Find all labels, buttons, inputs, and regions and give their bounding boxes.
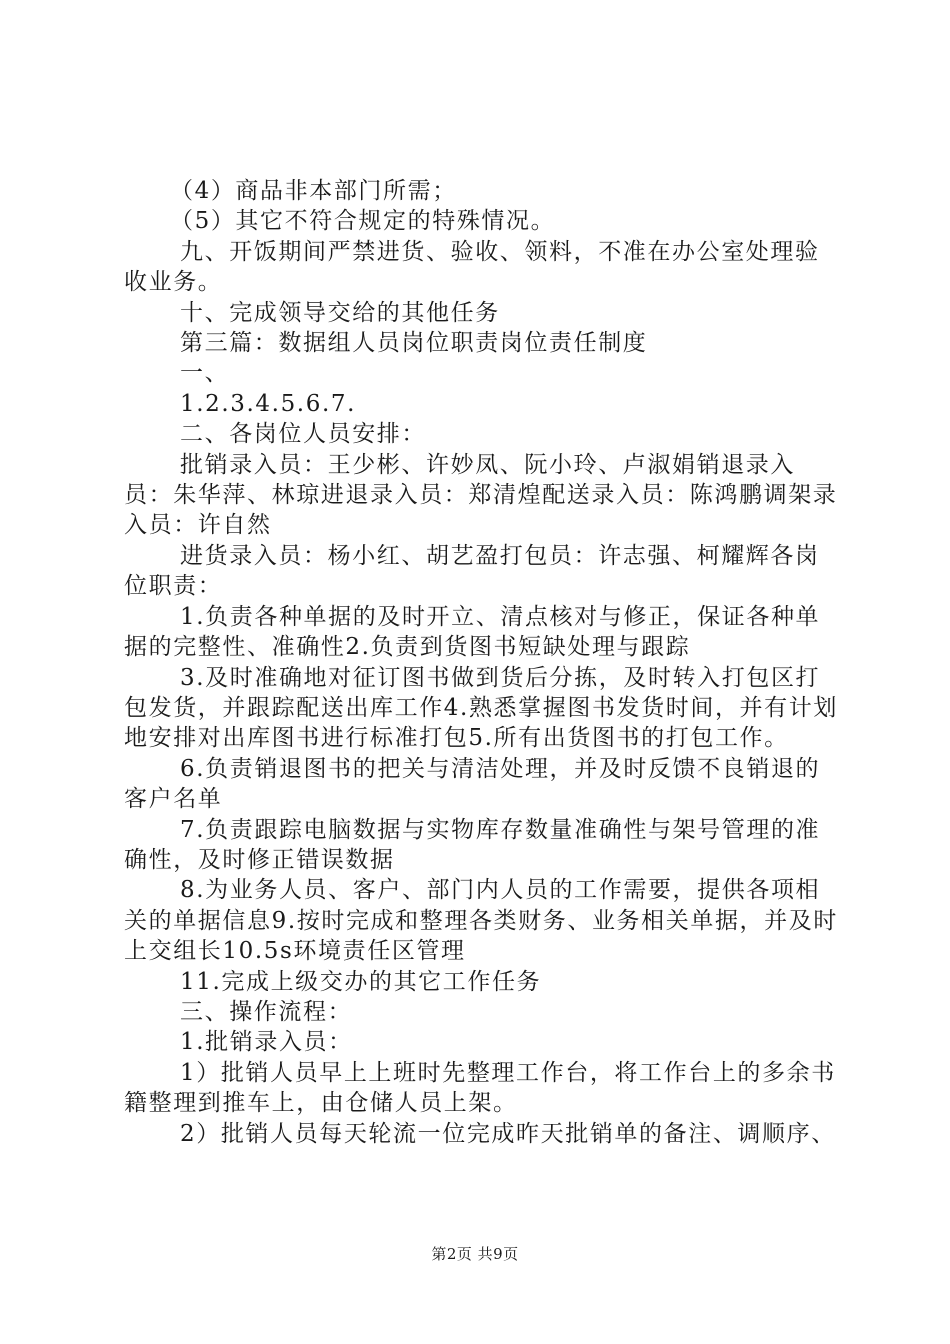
section-heading: 第三篇：数据组人员岗位职责岗位责任制度 (180, 330, 648, 357)
document-body (124, 176, 844, 1149)
paragraph: 1.负责各种单据的及时开立、清点核对与修正，保证各种单据的完整性、准确性2.负责到货图书短缺处理与跟踪 (124, 603, 821, 661)
paragraph: 1.批销录入员： (180, 1029, 353, 1056)
paragraph: 1.2.3.4.5.6.7. (180, 390, 357, 417)
paragraph: 6.负责销退图书的把关与清洁处理，并及时反馈不良销退的客户名单 (124, 755, 821, 813)
paragraph: 三、操作流程： (180, 998, 353, 1025)
paragraph: 7.负责跟踪电脑数据与实物库存数量准确性与架号管理的准确性，及时修正错误数据 (124, 816, 821, 873)
paragraph: 批销录入员：王少彬、许妙凤、阮小玲、卢淑娟销退录入员：朱华萍、林琼进退录入员：郑清煌配送录入员：陈鸿鹏调架录入员：许自然 (124, 451, 838, 539)
paragraph: 一、 (180, 360, 230, 387)
paragraph: 2）批销人员每天轮流一位完成昨天批销单的备注、调顺序、 (180, 1120, 836, 1147)
paragraph: （5）其它不符合规定的特殊情况。 (170, 208, 556, 235)
paragraph: （4）商品非本部门所需； (170, 178, 457, 204)
paragraph: 进货录入员：杨小红、胡艺盈打包员：许志强、柯耀辉各岗位职责： (124, 542, 820, 600)
page-footer: 第2页 共9页 (431, 1245, 519, 1263)
paragraph: 二、各岗位人员安排： (180, 421, 426, 448)
paragraph: 九、开饭期间严禁进货、验收、领料，不准在办公室处理验收业务。 (124, 238, 820, 296)
paragraph: 十、完成领导交给的其他任务 (180, 299, 500, 326)
paragraph: 3.及时准确地对征订图书做到货后分拣，及时转入打包区打包发货，并跟踪配送出库工作4.熟悉掌握图书发货时间，并有计划地安排对出库图书进行标准打包5.所有出货图书的打包工作。 (124, 664, 838, 752)
paragraph: 8.为业务人员、客户、部门内人员的工作需要，提供各项相关的单据信息9.按时完成和整理各类财务、业务相关单据，并及时上交组长10.5s环境责任区管理 (124, 877, 838, 965)
paragraph: 11.完成上级交办的其它工作任务 (180, 968, 542, 995)
paragraph: 1）批销人员早上上班时先整理工作台，将工作台上的多余书籍整理到推车上，由仓储人员上架。 (124, 1059, 836, 1117)
